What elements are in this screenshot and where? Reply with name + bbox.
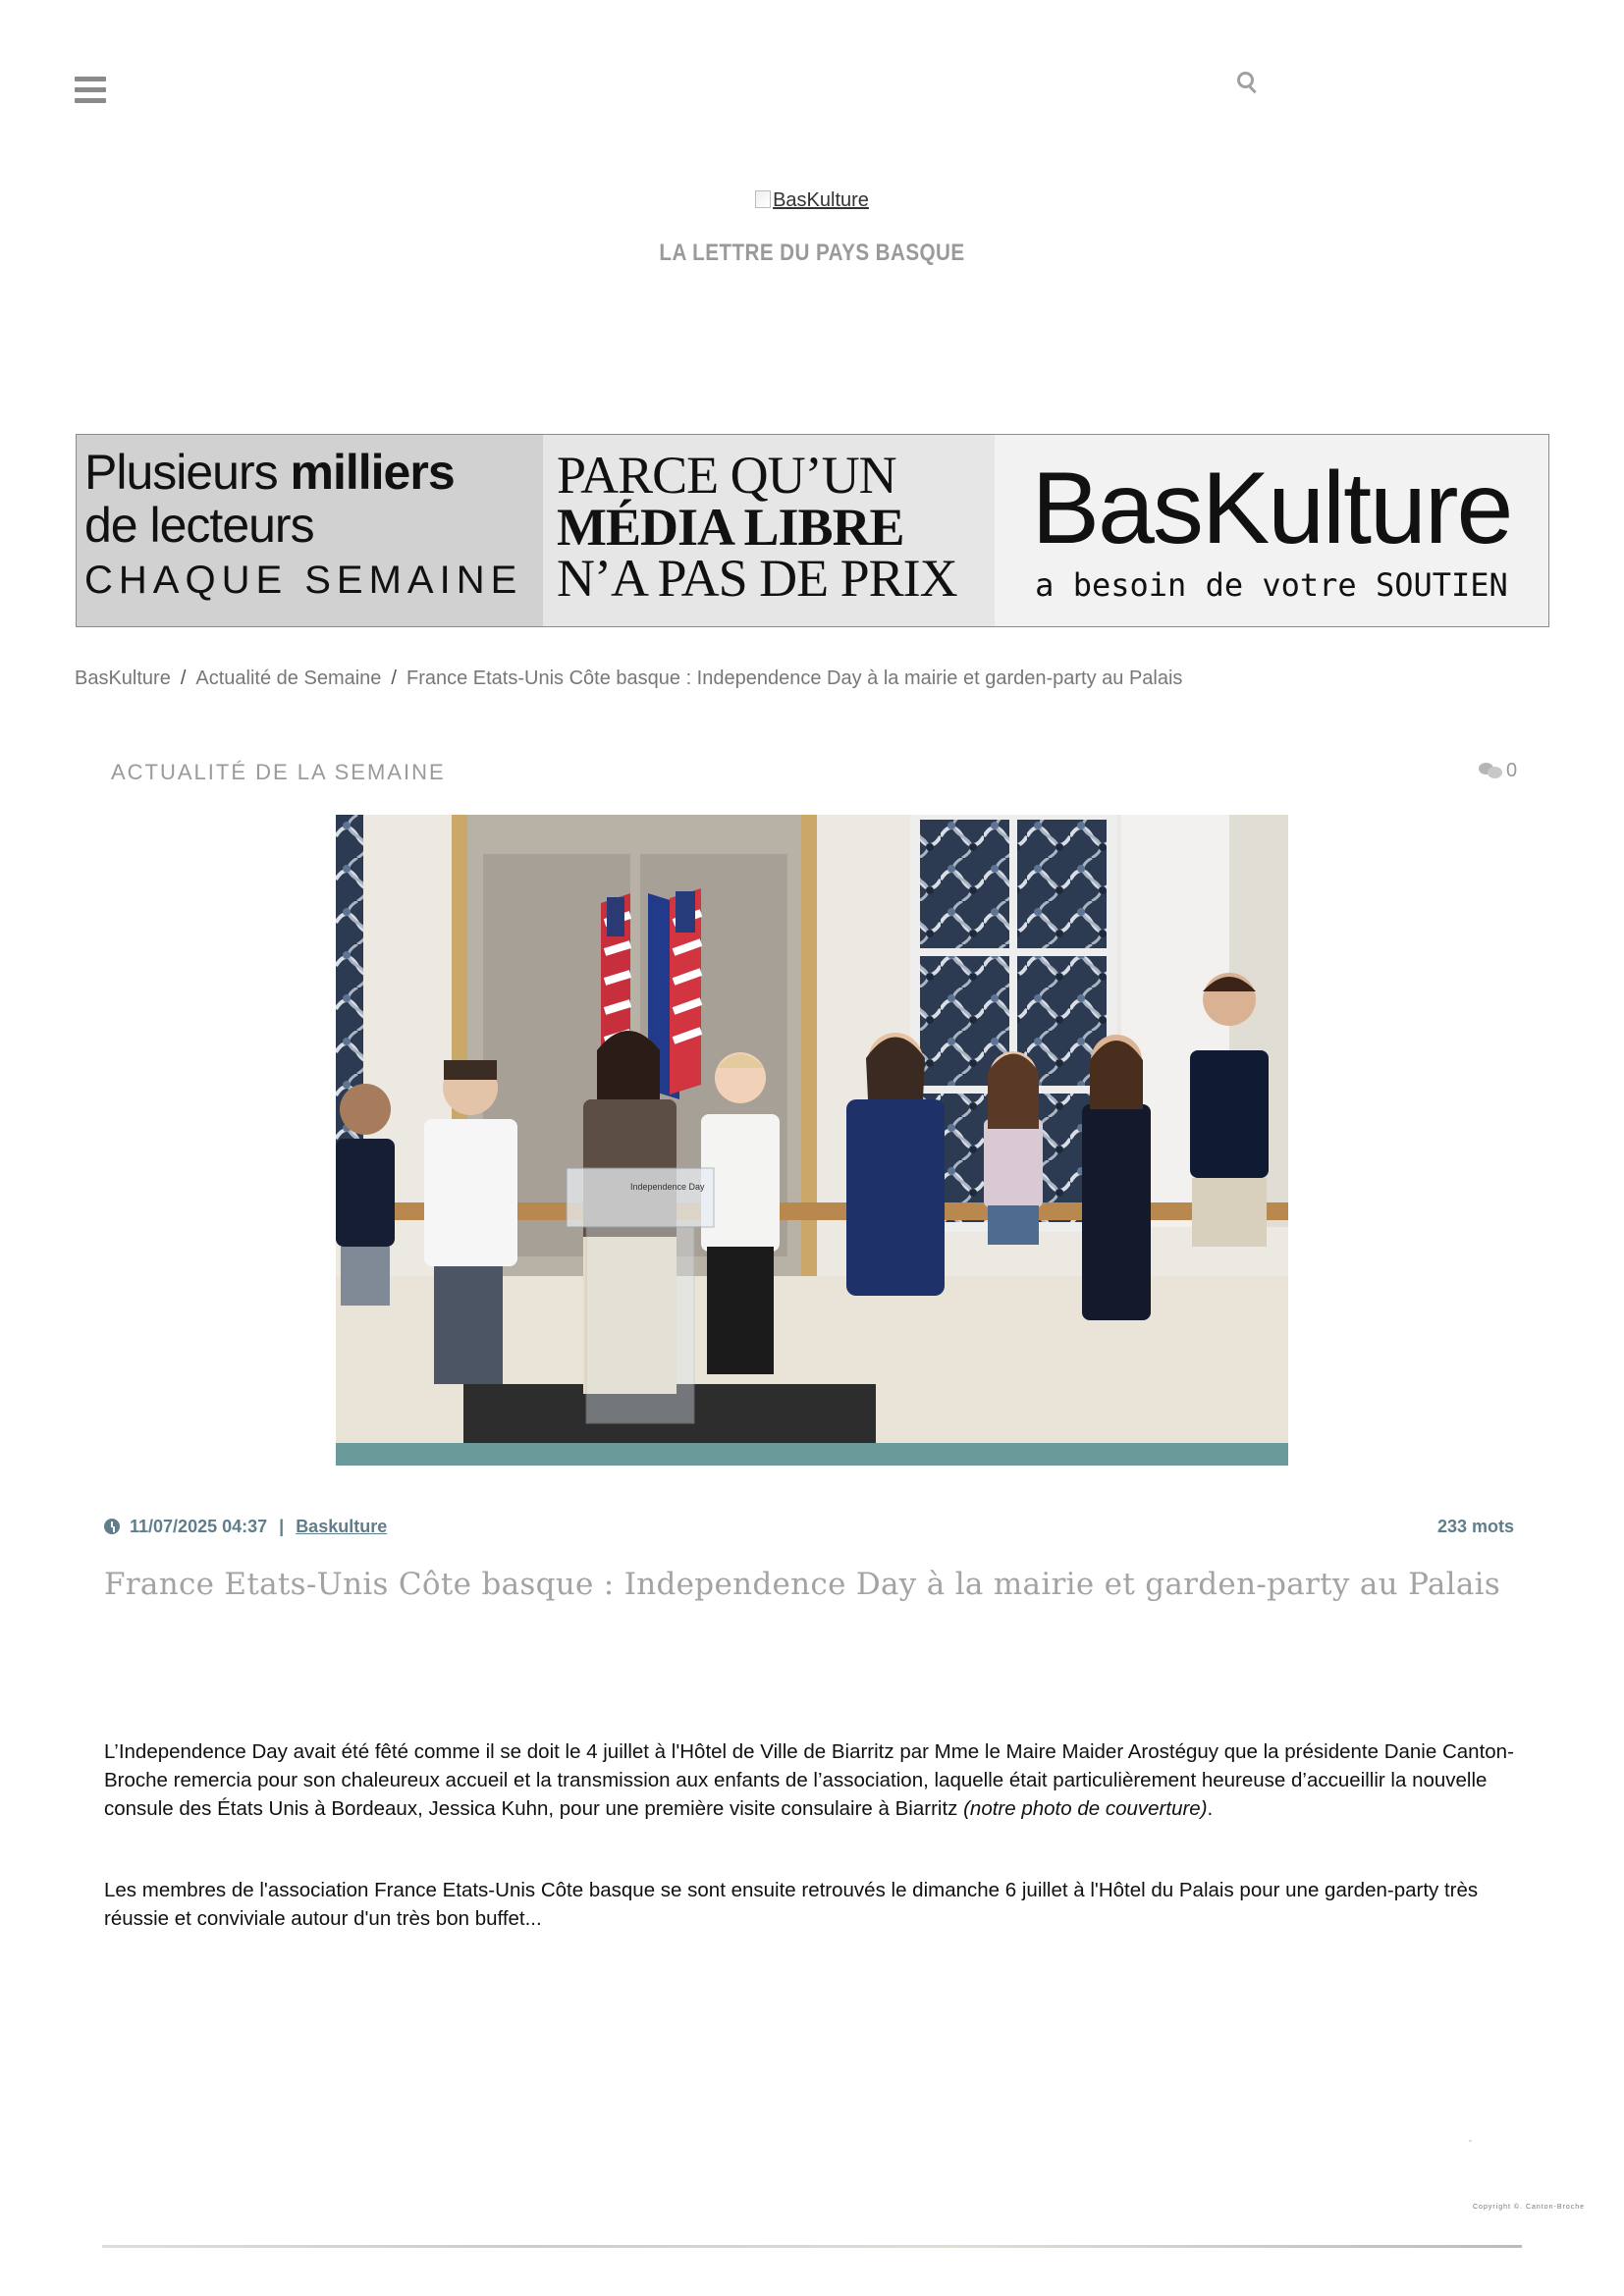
banner-media-line2: MÉDIA LIBRE [557, 498, 904, 557]
comment-count: 0 [1506, 760, 1518, 781]
photo-caption-note: (notre photo de couverture) [963, 1797, 1208, 1820]
clock-icon [104, 1519, 120, 1534]
breadcrumb-separator: / [180, 667, 187, 689]
article-paragraph: Les membres de l'association France Etats-Unis Côte basque se sont ensuite retrouvés le dimanche 6 juillet à l'Hôtel du Palais pour une garden-party très réussie et conviviale autour d'un très bon buffet... [104, 1879, 1479, 1930]
lectern-sign-text: Independence Day [630, 1182, 705, 1192]
section-divider [102, 2245, 1522, 2248]
comments-link[interactable] [1479, 760, 1517, 782]
breadcrumb-section[interactable]: Actualité de Semaine [195, 667, 382, 689]
breadcrumb [75, 667, 1182, 690]
banner-readers-line2: de lecteurs [84, 498, 314, 553]
banner-panel-brand [995, 435, 1548, 626]
author-link[interactable]: Baskulture [296, 1517, 388, 1536]
word-count: 233 mots [1437, 1517, 1515, 1536]
logo-alt-text[interactable]: BasKulture [773, 189, 869, 211]
article-paragraph [104, 1737, 1528, 1823]
banner-support-text: a besoin de votre SOUTIEN [1035, 566, 1508, 604]
article-cover-photo [336, 815, 1288, 1466]
banner-media-line1: PARCE QU’UN [557, 446, 896, 505]
banner-media-line3: N’A PAS DE PRIX [557, 549, 957, 608]
article-title: France Etats-Unis Côte basque : Independence Day à la mairie et garden-party au Palais [104, 1567, 1501, 1602]
article-category[interactable]: ACTUALITÉ DE LA SEMAINE [111, 760, 446, 784]
site-logo[interactable] [0, 189, 1624, 212]
breadcrumb-current: France Etats-Unis Côte basque : Independence Day à la mairie et garden-party au Palais [406, 667, 1183, 689]
banner-readers-line1-prefix: Plusieurs [84, 445, 291, 500]
broken-image-icon [755, 190, 771, 208]
banner-panel-readers [77, 435, 543, 626]
breadcrumb-separator: / [391, 667, 397, 689]
paragraph-end: . [1207, 1797, 1214, 1820]
search-icon[interactable] [1236, 71, 1258, 92]
paragraph-text: L’Independence Day avait été fêté comme il se doit le 4 juillet à l'Hôtel de Ville de Biarritz par Mme le Maire Maider Arostéguy que la présidente Danie Canton-Broche remercia pour son chaleureux accueil et la transmission aux enfants de l’association, laquelle était particulièrement heureuse d’accueillir la nouvelle consule des États Unis à Bordeaux, Jessica Kuhn, pour une première visite consulaire à Biarritz [104, 1740, 1514, 1820]
decorative-dot [1469, 2140, 1472, 2142]
banner-readers-line3: CHAQUE SEMAINE [84, 559, 523, 602]
banner-readers-line1-bold: milliers [290, 445, 455, 500]
comments-icon [1479, 761, 1502, 778]
site-tagline: LA LETTRE DU PAYS BASQUE [659, 240, 965, 266]
banner-panel-free-media [543, 435, 995, 626]
photo-credit: Copyright ©. Canton-Broche [1473, 2204, 1586, 2211]
publish-date: 11/07/2025 04:37 [130, 1517, 268, 1536]
breadcrumb-home[interactable]: BasKulture [75, 667, 171, 689]
banner-brand: BasKulture [1031, 452, 1512, 565]
donation-banner[interactable] [76, 434, 1549, 627]
hamburger-menu-icon[interactable] [75, 77, 106, 106]
article-meta: 11/07/2025 04:37 | Baskulture [104, 1517, 387, 1537]
